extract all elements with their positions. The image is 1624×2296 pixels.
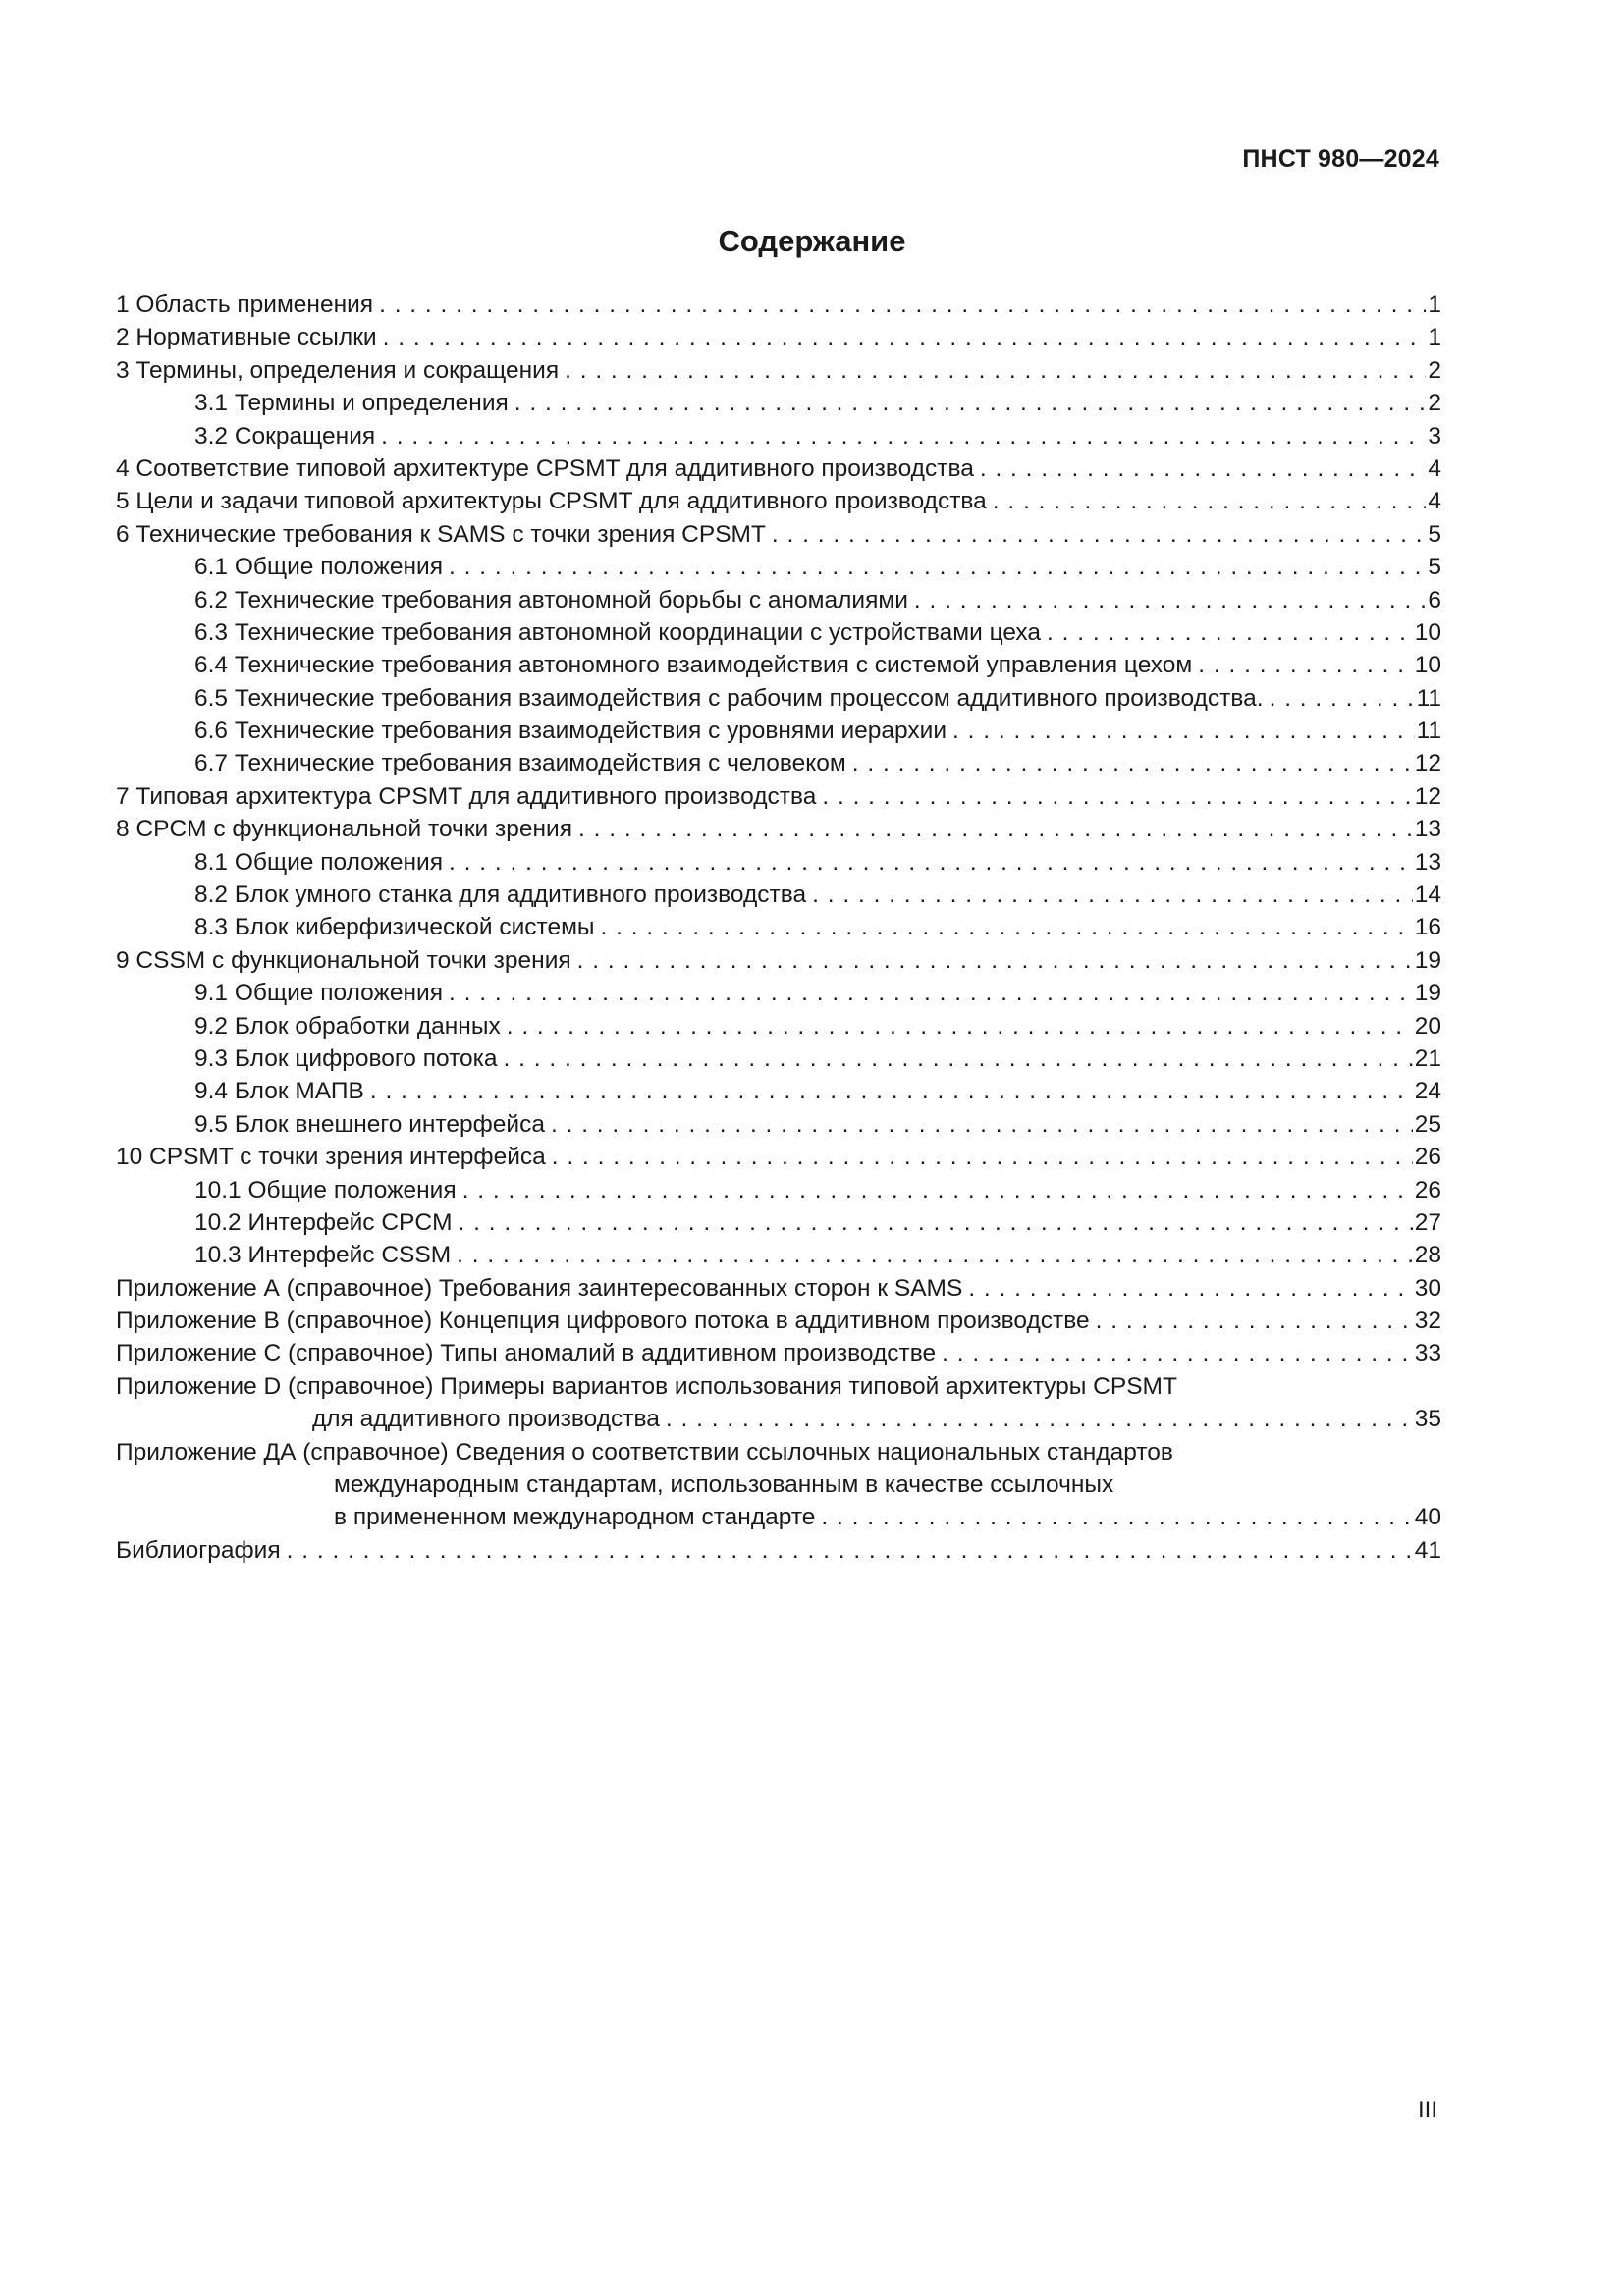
leader-dots <box>370 1075 1413 1107</box>
toc-entry-page: 11 <box>1416 718 1441 745</box>
leader-dots <box>459 1206 1413 1239</box>
page-number: III <box>1417 2097 1437 2123</box>
leader-dots <box>449 551 1426 583</box>
toc-entry[interactable] <box>116 1010 1441 1042</box>
toc-entry[interactable] <box>116 715 1441 747</box>
toc-entry-text: в примененном международном стандарте <box>334 1504 816 1531</box>
leader-dots <box>507 1010 1413 1042</box>
leader-dots <box>852 747 1413 779</box>
leader-dots <box>504 1042 1413 1075</box>
toc-entry-text: 6.4 Технические требования автономного взаимодействия с системой управления цехом <box>194 652 1193 679</box>
toc-entry-page: 26 <box>1414 1176 1441 1203</box>
toc-entry-page: 21 <box>1414 1044 1441 1072</box>
toc-entry[interactable] <box>116 1108 1441 1141</box>
leader-dots <box>993 485 1427 517</box>
toc-entry-page: 1 <box>1428 324 1441 351</box>
toc-entry-line: Приложение ДА (справочное) Сведения о соответствии ссылочных национальных стандартов <box>116 1438 1173 1466</box>
toc-entry-page: 24 <box>1414 1078 1441 1105</box>
leader-dots <box>968 1272 1412 1305</box>
toc-entry[interactable] <box>116 1174 1441 1206</box>
toc-entry-page: 32 <box>1414 1308 1441 1335</box>
leader-dots <box>772 518 1426 551</box>
toc-entry[interactable] <box>116 1042 1441 1075</box>
toc-entry-line <box>116 1501 1441 1533</box>
toc-entry-page: 40 <box>1414 1504 1441 1531</box>
leader-dots <box>379 289 1426 321</box>
toc-entry-page: 35 <box>1414 1406 1441 1433</box>
toc-entry-text: Библиография <box>116 1536 281 1564</box>
toc-entry[interactable] <box>116 649 1441 681</box>
toc-entry-page: 26 <box>1414 1144 1441 1171</box>
toc-entry-text: 8 CPCM с функциональной точки зрения <box>116 816 572 843</box>
toc-entry-text: 9.2 Блок обработки данных <box>194 1012 501 1040</box>
toc-entry-page: 20 <box>1414 1012 1441 1040</box>
toc-entry-page: 12 <box>1414 750 1441 777</box>
toc-entry-text: 10.1 Общие положения <box>194 1176 457 1203</box>
toc-entry[interactable] <box>116 1239 1441 1271</box>
toc-entry[interactable] <box>116 289 1441 321</box>
toc-entry-page: 19 <box>1414 946 1441 974</box>
toc-entry[interactable] <box>116 1338 1441 1370</box>
toc-entry-text: 8.1 Общие положения <box>194 848 444 876</box>
toc-entry[interactable] <box>116 354 1441 387</box>
toc-entry-page: 14 <box>1414 881 1441 909</box>
leader-dots <box>952 715 1415 747</box>
toc-entry[interactable] <box>116 420 1441 453</box>
toc-entry-page: 30 <box>1414 1274 1441 1302</box>
toc-entry-text: 8.3 Блок киберфизической системы <box>194 914 595 941</box>
toc-entry-appendix-da[interactable] <box>116 1436 1441 1534</box>
leader-dots <box>383 321 1427 353</box>
toc-entry-text: 9 CSSM с функциональной точки зрения <box>116 946 571 974</box>
toc-entry[interactable] <box>116 1075 1441 1107</box>
leader-dots <box>457 1239 1413 1271</box>
leader-dots <box>822 780 1412 813</box>
toc-entry-text: 1 Область применения <box>116 291 374 318</box>
toc-entry-text: 5 Цели и задачи типовой архитектуры CPSMT для аддитивного производства <box>116 488 987 515</box>
toc-entry-page: 1 <box>1428 291 1441 318</box>
toc-entry-text: 2 Нормативные ссылки <box>116 324 377 351</box>
toc-entry-text: 9.5 Блок внешнего интерфейса <box>194 1110 545 1138</box>
leader-dots <box>565 354 1426 387</box>
leader-dots <box>1270 682 1415 715</box>
leader-dots <box>381 420 1426 453</box>
toc-entry-text: Приложение С (справочное) Типы аномалий в аддитивном производстве <box>116 1340 937 1367</box>
toc-entry-text: для аддитивного производства <box>312 1406 660 1433</box>
leader-dots <box>552 1141 1413 1173</box>
toc-entry-page: 6 <box>1428 586 1441 614</box>
toc-entry-bibliography[interactable] <box>116 1534 1441 1567</box>
toc-entry-page: 12 <box>1414 782 1441 810</box>
toc-entry-text: 9.1 Общие положения <box>194 980 444 1007</box>
leader-dots <box>601 911 1413 943</box>
toc-entry-page: 3 <box>1428 422 1441 450</box>
document-id: ПНСТ 980—2024 <box>1242 145 1439 173</box>
toc-entry-page: 41 <box>1414 1536 1441 1564</box>
toc-entry-text: 6.6 Технические требования взаимодействия с уровнями иерархии <box>194 718 947 745</box>
toc-entry-page: 4 <box>1428 488 1441 515</box>
leader-dots <box>980 453 1427 485</box>
leader-dots <box>462 1174 1413 1206</box>
leader-dots <box>1198 649 1413 681</box>
toc-entry[interactable] <box>116 1272 1441 1305</box>
toc-entry-text: 8.2 Блок умного станка для аддитивного производства <box>194 881 807 909</box>
toc-entry-line: Приложение D (справочное) Примеры вариантов использования типовой архитектуры CPSMT <box>116 1372 1177 1400</box>
toc-entry-page: 10 <box>1414 618 1441 646</box>
leader-dots <box>287 1534 1413 1567</box>
toc-entry-page: 16 <box>1414 914 1441 941</box>
toc-entries <box>116 289 1441 1370</box>
toc-entry-text: 6.1 Общие положения <box>194 554 444 581</box>
leader-dots <box>1047 616 1413 649</box>
toc-entry[interactable] <box>116 485 1441 517</box>
toc-entry-page: 25 <box>1414 1110 1441 1138</box>
toc-entry-page: 5 <box>1428 520 1441 548</box>
toc-entry-page: 19 <box>1414 980 1441 1007</box>
leader-dots <box>914 584 1426 616</box>
toc-entry[interactable] <box>116 321 1441 353</box>
leader-dots <box>1096 1305 1413 1337</box>
toc-entry[interactable] <box>116 551 1441 583</box>
toc-entry[interactable] <box>116 1206 1441 1239</box>
toc-entry[interactable] <box>116 780 1441 813</box>
toc-entry-page: 28 <box>1414 1242 1441 1269</box>
toc-entry-line <box>116 1403 1441 1435</box>
toc-entry-text: 6.2 Технические требования автономной борьбы с аномалиями <box>194 586 908 614</box>
toc-entry-line: международным стандартам, использованным в качестве ссылочных <box>334 1471 1114 1499</box>
toc-entry[interactable] <box>116 813 1441 845</box>
toc-entry[interactable] <box>116 1305 1441 1337</box>
leader-dots <box>578 813 1413 845</box>
toc-entry[interactable] <box>116 846 1441 879</box>
leader-dots <box>812 879 1413 911</box>
leader-dots <box>942 1337 1413 1369</box>
toc-entry[interactable] <box>116 682 1441 715</box>
toc-entry-page: 11 <box>1416 684 1441 712</box>
toc-entry-page: 27 <box>1414 1208 1441 1236</box>
toc-entry-page: 13 <box>1414 848 1441 876</box>
toc-entry-text: Приложение В (справочное) Концепция цифрового потока в аддитивном производстве <box>116 1308 1090 1335</box>
toc-entry-text: 3.1 Термины и определения <box>194 390 509 417</box>
leader-dots <box>551 1108 1413 1141</box>
toc-entry-page: 4 <box>1428 454 1441 482</box>
toc-entry-text: 6.7 Технические требования взаимодействия с человеком <box>194 750 846 777</box>
leader-dots <box>577 944 1413 977</box>
toc-entry-page: 2 <box>1428 356 1441 384</box>
toc-entry-text: 3.2 Сокращения <box>194 422 376 450</box>
toc-title: Содержание <box>718 224 906 258</box>
leader-dots <box>514 387 1427 419</box>
toc-entry-text: Приложение А (справочное) Требования заинтересованных сторон к SAMS <box>116 1274 963 1302</box>
toc-entry[interactable] <box>116 944 1441 977</box>
toc-entry[interactable] <box>116 747 1441 779</box>
leader-dots <box>821 1501 1412 1533</box>
toc-entry-page: 10 <box>1414 652 1441 679</box>
toc-entry[interactable] <box>116 911 1441 943</box>
toc-entry-text: 6 Технические требования к SAMS с точки зрения CPSMT <box>116 520 766 548</box>
toc-entry[interactable] <box>116 616 1441 649</box>
toc-entry-text: 6.3 Технические требования автономной координации с устройствами цеха <box>194 618 1042 646</box>
table-of-contents <box>116 289 1441 1567</box>
leader-dots <box>449 846 1413 879</box>
toc-entry-appendix-d[interactable] <box>116 1370 1441 1436</box>
toc-entry-page: 5 <box>1428 554 1441 581</box>
toc-entry[interactable] <box>116 453 1441 485</box>
toc-entry-text: 4 Соответствие типовой архитектуре CPSMT для аддитивного производства <box>116 454 974 482</box>
toc-entry-page: 2 <box>1428 390 1441 417</box>
toc-entry-page: 33 <box>1414 1340 1441 1367</box>
toc-entry-text: 10.2 Интерфейс CPCM <box>194 1208 453 1236</box>
toc-entry-text: 10.3 Интерфейс CSSM <box>194 1242 452 1269</box>
toc-entry[interactable] <box>116 879 1441 911</box>
leader-dots <box>449 977 1413 1009</box>
leader-dots <box>666 1403 1413 1435</box>
toc-entry[interactable] <box>116 977 1441 1009</box>
toc-entry[interactable] <box>116 518 1441 551</box>
toc-entry-text: 3 Термины, определения и сокращения <box>116 356 560 384</box>
toc-entry-text: 9.3 Блок цифрового потока <box>194 1044 498 1072</box>
toc-entry-page: 13 <box>1414 816 1441 843</box>
toc-entry-text: 9.4 Блок МАПВ <box>194 1078 364 1105</box>
toc-entry-text: 7 Типовая архитектура CPSMT для аддитивного производства <box>116 782 817 810</box>
toc-entry[interactable] <box>116 387 1441 419</box>
toc-entry[interactable] <box>116 1141 1441 1173</box>
toc-entry[interactable] <box>116 584 1441 616</box>
toc-entry-text: 6.5 Технические требования взаимодействия с рабочим процессом аддитивного производства. <box>194 684 1264 712</box>
toc-entry-text: 10 CPSMT с точки зрения интерфейса <box>116 1144 546 1171</box>
